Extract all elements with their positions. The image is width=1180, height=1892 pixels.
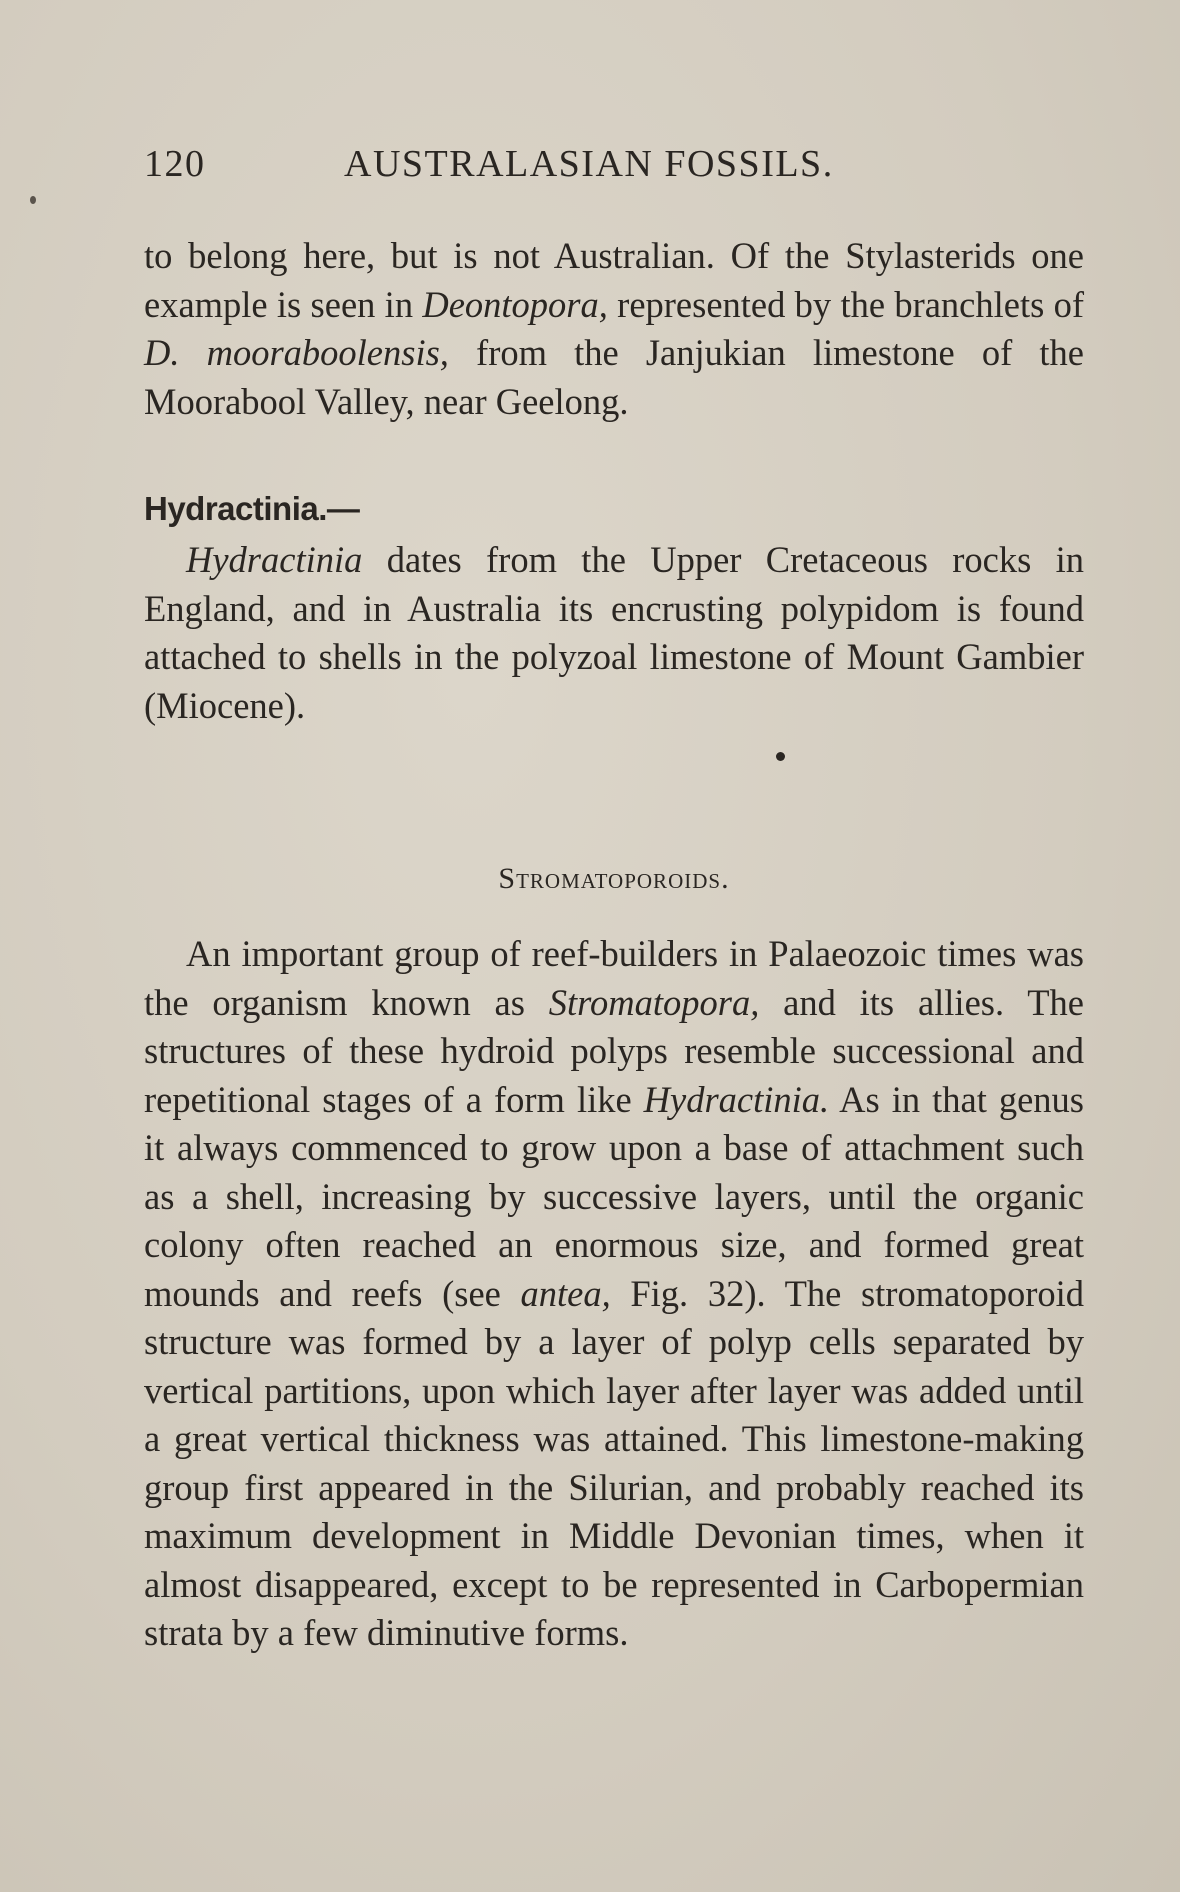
para3-text4: Fig. 32). The stromatoporoid structure was formed by a layer of polyp cells separated by vertical partitions, upon which layer after layer was added until a great vertical thickness was attained. This limestone-making group first appeared in the Silurian, and probably reached its maximum development in Middle Devonian times, when it almost disappeared, except to be represented in Carbopermian strata by a few diminutive forms. <box>144 1272 1084 1653</box>
para1-italic-species: D. mooraboolensis, <box>144 332 449 373</box>
para3-text1: An important group of reef-builders in Palaeozoic times was the organism known as <box>144 933 1084 1023</box>
para3-italic-antea: antea, <box>520 1272 611 1314</box>
hydractinia-text: dates from the Upper Cretaceous rocks in England, and in Australia its encrusting polypidom is found attached to shells in the polyzoal limestone of Mount Gambier (Miocene). <box>144 539 1084 726</box>
hydractinia-heading: Hydractinia.— <box>144 490 360 527</box>
running-head <box>144 142 1084 186</box>
paragraph-stromatoporoids <box>144 930 1084 1658</box>
para3-italic-hydractinia: Hydractinia. <box>643 1078 830 1120</box>
running-title: AUSTRALASIAN FOSSILS. <box>344 143 834 185</box>
para1-text2: represented by the branchlets of <box>607 283 1084 325</box>
para3-text3: As in that genus it always commenced to grow upon a base of attachment such as a shell, increasing by successive layers, until the organic colony often reached an enormous size, and formed great mounds and reefs (see <box>144 1078 1084 1314</box>
para3-text2: and its allies. The structures of these hydroid polyps resemble successional and repetitional stages of a form like <box>144 981 1084 1120</box>
page-number: 120 <box>144 143 206 185</box>
para1-text3: from the Janjukian limestone of the Moorabool Valley, near Geelong. <box>144 332 1084 422</box>
hydractinia-italic: Hydractinia <box>186 539 363 580</box>
paragraph-stylasterids <box>144 232 1084 426</box>
section-title: Stromatoporoids. <box>498 862 730 895</box>
ornament-dot <box>776 752 785 761</box>
para1-italic-deontopora: Deontopora, <box>422 283 608 325</box>
para1-text1: to belong here, but is not Australian. Of the Stylasterids one example is seen in <box>144 235 1084 325</box>
paper-speck <box>30 196 36 204</box>
paragraph-hydractinia <box>144 536 1084 730</box>
para3-italic-stromatopora: Stromatopora, <box>548 981 760 1023</box>
